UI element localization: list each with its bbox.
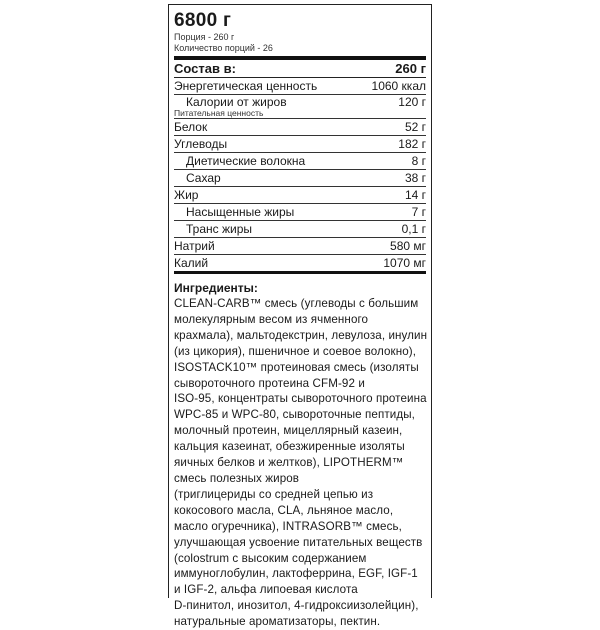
energy-row [174, 78, 426, 95]
energy-label: Энергетическая ценность [174, 79, 318, 93]
nutrient-value: 14 г [404, 188, 426, 202]
nutrient-value: 0,1 г [401, 222, 426, 236]
ingredient-line: смесь полезных жиров [174, 471, 300, 485]
nutrient-row-sodium [174, 238, 426, 255]
nutrient-row-trans-fat [174, 221, 426, 238]
nutrient-value: 182 г [398, 137, 426, 151]
ingredient-line: молекулярным весом из ячменного [174, 312, 369, 326]
ingredient-line: (триглицериды со средней цепью из [174, 487, 374, 501]
nutrient-label: Калий [174, 256, 209, 270]
nutrient-value: 52 г [404, 120, 426, 134]
package-weight: 6800 г [174, 10, 232, 31]
ingredients-title: Ингредиенты: [174, 281, 258, 295]
ingredient-line: CLEAN-CARB™ смесь (углеводы с большим [174, 297, 419, 310]
composition-label: Состав в: [174, 61, 236, 76]
ingredient-line: D-пинитол, инозитол, 4-гидроксиизолейцин), [174, 599, 419, 613]
ingredient-line: (colostrum с высоким содержанием [174, 551, 367, 565]
ingredient-line: масло огуречника), INTRASORB™ смесь, [174, 519, 402, 533]
nutrient-value: 7 г [411, 205, 426, 219]
ingredient-line: натуральные ароматизаторы, пектин. [174, 615, 381, 629]
nutrient-label: Сахар [186, 171, 221, 185]
composition-amount: 260 г [395, 61, 426, 76]
nutrient-row-fat [174, 187, 426, 204]
nutrients-subheader: Питательная ценность [174, 109, 426, 119]
servings-count: Количество порций - 26 [174, 43, 273, 53]
ingredient-line: улучшающая усвоение питательных веществ [174, 535, 423, 549]
composition-header [174, 60, 426, 78]
nutrient-label: Диетические волокна [186, 154, 306, 168]
nutrient-row-saturated-fat [174, 204, 426, 221]
ingredient-line: крахмала), мальтодекстрин, левулоза, инулин [174, 328, 428, 342]
nutrient-value: 8 г [411, 154, 426, 168]
nutrient-label: Белок [174, 120, 208, 134]
ingredient-line: кальция казеинат, обезжиренные изоляты [174, 440, 405, 454]
ingredients-divider [174, 271, 426, 274]
nutrient-value: 38 г [404, 171, 426, 185]
nutrient-value: 1070 мг [383, 256, 426, 270]
nutrient-label: Жир [174, 188, 199, 202]
ingredient-line: WPC-85 и WPC-80, сывороточные пептиды, [174, 408, 415, 422]
nutrient-row-carbs [174, 136, 426, 153]
nutrient-value: 580 мг [390, 239, 426, 253]
ingredient-line: (из цикория), пшеничное и соевое волокно), [174, 344, 417, 358]
nutrient-row-fiber [174, 153, 426, 170]
nutrient-label: Натрий [174, 239, 215, 253]
nutrient-label: Углеводы [174, 137, 228, 151]
ingredient-line: молочный протеин, мицеллярный казеин, [174, 424, 403, 438]
ingredient-line: иммуноглобулин, лактоферрина, EGF, IGF-1 [174, 567, 418, 581]
fat-calories-row [174, 95, 426, 109]
ingredient-line: ISO-95, концентраты сывороточного протеина [174, 392, 427, 406]
fat-calories-label: Калории от жиров [186, 95, 287, 109]
ingredients-text [174, 296, 426, 630]
nutrient-label: Транс жиры [186, 222, 252, 236]
nutrient-row-potassium [174, 255, 426, 271]
serving-size: Порция - 260 г [174, 32, 235, 42]
ingredient-line: яичных белков и желтков), LIPOTHERM™ [174, 456, 404, 470]
nutrient-row-protein [174, 119, 426, 136]
nutrient-row-sugar [174, 170, 426, 187]
ingredient-line: сывороточного протеина CFM-92 и [174, 376, 365, 390]
ingredient-line: ISOSTACK10™ протеиновая смесь (изоляты [174, 360, 419, 374]
nutrition-label [168, 4, 432, 629]
fat-calories-value: 120 г [398, 95, 426, 109]
energy-value: 1060 ккал [371, 79, 426, 93]
ingredient-line: и IGF-2, альфа липоевая кислота [174, 583, 358, 597]
ingredient-line: кокосового масла, CLA, льняное масло, [174, 503, 394, 517]
nutrient-label: Насыщенные жиры [186, 205, 295, 219]
